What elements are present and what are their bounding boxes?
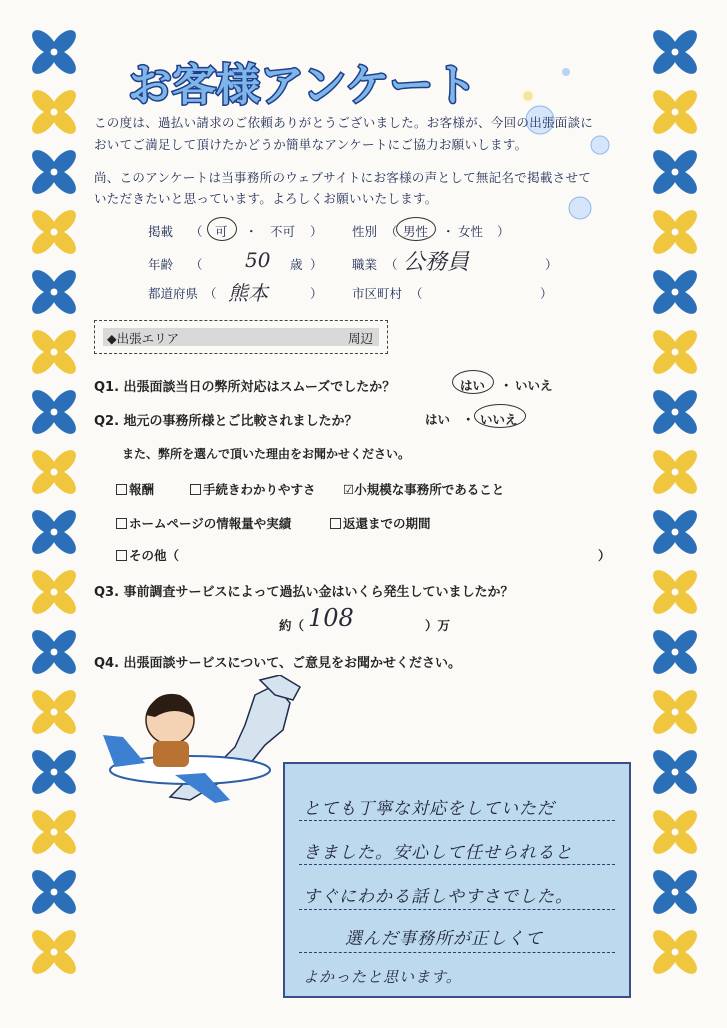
keisai-close-paren: ） [310, 224, 323, 239]
illustration-airplane-map [95, 675, 310, 815]
border-flower-icon [28, 446, 80, 498]
q1-sep: ・ [500, 378, 513, 393]
border-flower-icon [649, 806, 701, 858]
checkbox-checked-icon: ☑ [343, 482, 355, 497]
border-flower-icon [28, 86, 80, 138]
border-flower-icon [28, 866, 80, 918]
age-close-paren: ） [310, 257, 323, 272]
seibetsu-close-paren: ） [497, 224, 510, 239]
decorative-border-left [24, 22, 84, 1012]
seibetsu-open-paren: （ [385, 224, 398, 239]
intro-line-2: おいてご満足して頂けたかどうか簡単なアンケートにご協力お願いします。 [94, 137, 528, 152]
reason-other-close: ） [598, 548, 611, 563]
border-flower-icon [28, 386, 80, 438]
area-field [103, 328, 379, 346]
reason-procedure [190, 480, 316, 498]
keisai-sep: ・ [245, 224, 258, 239]
border-flower-icon [649, 926, 701, 978]
q2-yes: はい [425, 412, 451, 427]
comment-line-3: すぐにわかる話しやすさでした。 [303, 887, 573, 907]
checkbox-icon [116, 550, 127, 561]
checkbox-icon [116, 518, 127, 529]
title-text: お客様アンケート [128, 60, 478, 111]
border-flower-icon [28, 266, 80, 318]
seibetsu-male-circle [396, 217, 436, 241]
q3-value: 108 [308, 604, 354, 632]
comment-rule [299, 864, 615, 865]
comment-line-1: とても丁寧な対応をしていただ [303, 799, 555, 819]
keisai-yes: 可 [215, 224, 228, 239]
q1-no: いいえ [515, 378, 553, 393]
city-close-paren: ） [540, 286, 553, 301]
q2-no-circle [474, 404, 526, 428]
border-flower-icon [28, 326, 80, 378]
age-value: 50 [245, 248, 271, 272]
border-flower-icon [649, 866, 701, 918]
age-open-paren: （ [190, 257, 203, 272]
intro-line-3: 尚、このアンケートは当事務所のウェブサイトにお客様の声として無記名で掲載させて [94, 170, 592, 185]
decorative-border-right [645, 22, 705, 1012]
reason-website-label: ホームページの情報量や実績 [129, 516, 292, 531]
reason-other [116, 546, 179, 564]
pref-value: 熊本 [228, 281, 268, 305]
reason-fee-label: 報酬 [129, 482, 155, 497]
border-flower-icon [649, 266, 701, 318]
border-flower-icon [28, 626, 80, 678]
q2-no: いいえ [480, 412, 518, 427]
comment-rule [299, 820, 615, 821]
q1-yes-circle [452, 370, 494, 394]
job-value: 公務員 [403, 250, 470, 275]
reason-procedure-label: 手続きわかりやすさ [203, 482, 316, 497]
comment-line-5: よかったと思います。 [303, 968, 462, 986]
comment-rule [299, 909, 615, 910]
pref-label: 都道府県 [148, 286, 199, 301]
job-open-paren: （ [385, 257, 398, 272]
comment-box [283, 762, 631, 998]
q2-sep: ・ [462, 412, 475, 427]
border-flower-icon [28, 806, 80, 858]
job-label: 職業 [352, 257, 378, 272]
border-flower-icon [649, 626, 701, 678]
q3-text: Q3. 事前調査サービスによって過払い金はいくら発生していましたか？ [94, 585, 514, 600]
pref-close-paren: ） [310, 286, 323, 301]
reason-website [116, 514, 291, 532]
job-close-paren: ） [545, 257, 558, 272]
area-box [94, 320, 388, 354]
q3-suffix: ）万 [425, 618, 451, 633]
q1-yes: はい [460, 378, 486, 393]
area-suffix: 周辺 [347, 331, 373, 346]
border-flower-icon [28, 746, 80, 798]
intro-line-4: いただきたいと思っています。よろしくお願いいたします。 [94, 191, 438, 206]
reason-period [330, 514, 431, 532]
q2-text: Q2. 地元の事務所様とご比較されましたか？ [94, 414, 358, 429]
border-flower-icon [28, 926, 80, 978]
checkbox-icon [116, 484, 127, 495]
seibetsu-label: 性別 [352, 224, 378, 239]
seibetsu-sep: ・ [442, 224, 455, 239]
border-flower-icon [28, 146, 80, 198]
border-flower-icon [28, 566, 80, 618]
reason-other-label: その他（ [129, 548, 180, 563]
keisai-yes-circle [207, 217, 237, 241]
border-flower-icon [649, 566, 701, 618]
age-label: 年齢 [148, 257, 174, 272]
reason-small-office [343, 480, 504, 498]
checkbox-icon [190, 484, 201, 495]
pref-open-paren: （ [204, 286, 217, 301]
border-flower-icon [28, 206, 80, 258]
border-flower-icon [649, 146, 701, 198]
person-icon [146, 694, 194, 767]
border-flower-icon [649, 506, 701, 558]
border-flower-icon [649, 446, 701, 498]
border-flower-icon [649, 206, 701, 258]
border-flower-icon [28, 686, 80, 738]
age-unit: 歳 [290, 257, 303, 272]
intro-line-1: この度は、過払い請求のご依頼ありがとうございました。お客様が、今回の出張面談に [94, 115, 594, 130]
seibetsu-female: 女性 [458, 224, 484, 239]
area-label: ◆出張エリア [107, 331, 180, 346]
comment-line-2: きました。安心して任せられると [303, 843, 573, 863]
keisai-no: 不可 [270, 224, 296, 239]
q1-text: Q1. 出張面談当日の弊所対応はスムーズでしたか？ [94, 380, 396, 395]
q4-text: Q4. 出張面談サービスについて、ご意見をお聞かせください。 [94, 656, 462, 671]
q2-sub: また、弊所を選んで頂いた理由をお聞かせください。 [122, 447, 411, 461]
keisai-open-paren: （ [190, 224, 203, 239]
comment-line-4: 選んだ事務所が正しくて [345, 929, 543, 949]
reason-small-office-label: 小規模な事務所であること [354, 482, 505, 497]
border-flower-icon [28, 26, 80, 78]
border-flower-icon [28, 506, 80, 558]
city-open-paren: （ [410, 286, 423, 301]
q3-prefix: 約（ [279, 618, 305, 633]
border-flower-icon [649, 326, 701, 378]
border-flower-icon [649, 686, 701, 738]
reason-period-label: 返還までの期間 [343, 516, 431, 531]
border-flower-icon [649, 26, 701, 78]
comment-rule [299, 952, 615, 953]
keisai-label: 掲載 [148, 224, 174, 239]
border-flower-icon [649, 86, 701, 138]
city-label: 市区町村 [352, 286, 403, 301]
seibetsu-male: 男性 [403, 224, 429, 239]
border-flower-icon [649, 746, 701, 798]
border-flower-icon [649, 386, 701, 438]
checkbox-icon [330, 518, 341, 529]
reason-fee [116, 480, 154, 498]
